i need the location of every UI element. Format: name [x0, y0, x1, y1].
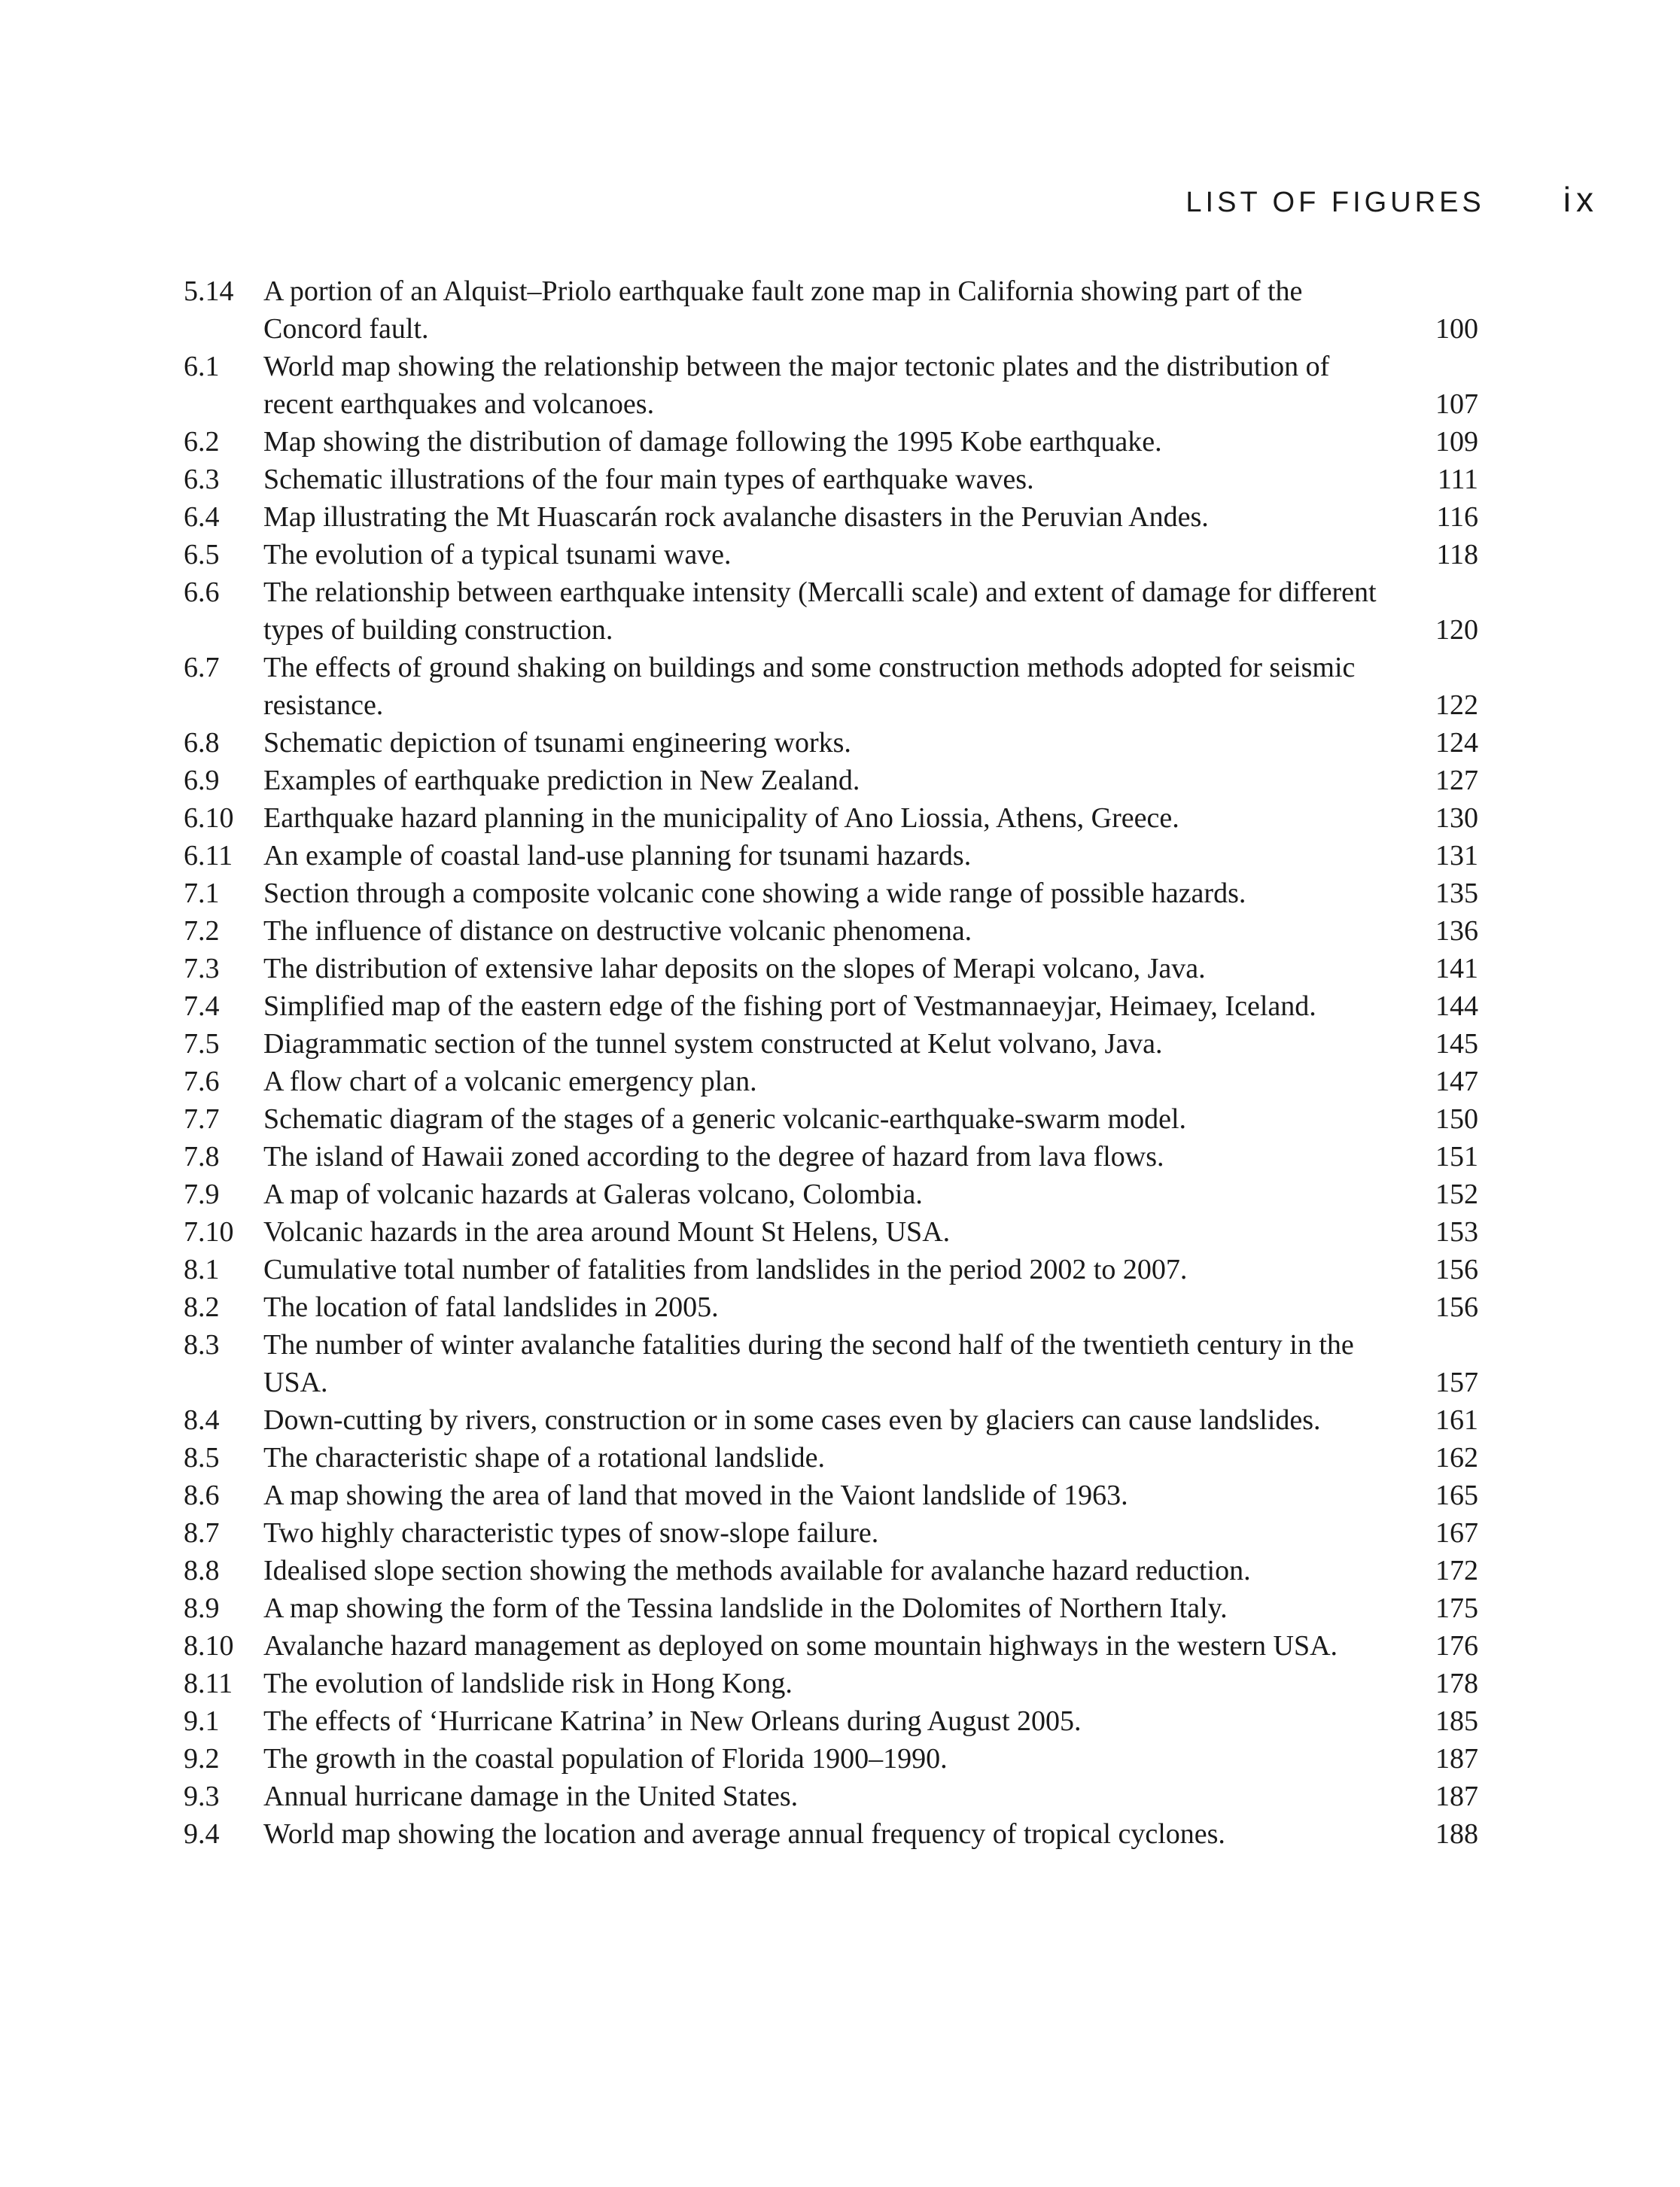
figure-number: 8.3: [184, 1329, 220, 1361]
figure-number: 7.8: [184, 1141, 220, 1173]
figure-number: 7.3: [184, 953, 220, 984]
figure-caption: A map showing the area of land that moved in the Vaiont landslide of 1963.: [263, 1480, 1128, 1511]
figure-entry: [184, 1665, 1478, 1702]
figure-caption: Examples of earthquake prediction in New Zealand.: [263, 765, 860, 796]
figure-caption: A flow chart of a volcanic emergency plan.: [263, 1066, 757, 1097]
figure-caption: World map showing the relationship between the major tectonic plates and the distribution of recent earthquakes and volcanoes.: [263, 351, 1330, 420]
figure-number: 6.7: [184, 652, 220, 683]
figure-number: 8.7: [184, 1517, 220, 1549]
figure-number: 6.2: [184, 426, 220, 458]
figure-entry: [184, 1251, 1478, 1288]
figure-entry: [184, 573, 1478, 649]
page-number: ix: [1563, 180, 1599, 219]
figure-number: 8.1: [184, 1254, 220, 1285]
figure-caption: The characteristic shape of a rotational landslide.: [263, 1442, 825, 1474]
figure-caption: Volcanic hazards in the area around Mount St Helens, USA.: [263, 1216, 951, 1248]
figure-caption: Schematic depiction of tsunami engineering works.: [263, 727, 851, 759]
figure-entry: [184, 874, 1478, 912]
figure-page: 141: [1435, 953, 1478, 984]
figure-page: 187: [1435, 1743, 1478, 1775]
figure-page: 178: [1435, 1668, 1478, 1699]
figure-number: 9.1: [184, 1705, 220, 1737]
figure-entry: [184, 1439, 1478, 1477]
figure-entry: [184, 1702, 1478, 1740]
figure-number: 6.5: [184, 539, 220, 570]
figure-number: 6.10: [184, 802, 234, 834]
figure-number: 6.3: [184, 464, 220, 495]
figure-entry: [184, 1176, 1478, 1213]
figure-caption: Avalanche hazard management as deployed on some mountain highways in the western USA.: [263, 1630, 1338, 1662]
figure-number: 8.6: [184, 1480, 220, 1511]
figure-number: 8.5: [184, 1442, 220, 1474]
figure-entry: [184, 1288, 1478, 1326]
figure-caption: Earthquake hazard planning in the municipality of Ano Liossia, Athens, Greece.: [263, 802, 1179, 834]
figure-entry: [184, 423, 1478, 461]
figure-entry: [184, 762, 1478, 799]
figure-caption: Idealised slope section showing the methods available for avalanche hazard reduction.: [263, 1555, 1251, 1586]
figure-page: 153: [1435, 1216, 1478, 1248]
figure-number: 6.8: [184, 727, 220, 759]
figure-number: 6.11: [184, 840, 233, 871]
figure-caption: Schematic illustrations of the four main types of earthquake waves.: [263, 464, 1034, 495]
figure-entry: [184, 1778, 1478, 1815]
figure-entry: [184, 1100, 1478, 1138]
figure-caption: The island of Hawaii zoned according to the degree of hazard from lava flows.: [263, 1141, 1164, 1173]
figure-caption: A portion of an Alquist–Priolo earthquake fault zone map in California showing part of the Concord fault.: [263, 275, 1303, 345]
figure-number: 7.1: [184, 878, 220, 909]
figure-caption: An example of coastal land-use planning for tsunami hazards.: [263, 840, 972, 871]
figure-number: 8.10: [184, 1630, 234, 1662]
figure-page: 107: [1435, 388, 1478, 420]
figure-caption: The location of fatal landslides in 2005.: [263, 1291, 719, 1323]
figure-caption: Annual hurricane damage in the United States.: [263, 1781, 799, 1812]
figure-caption: A map showing the form of the Tessina landslide in the Dolomites of Northern Italy.: [263, 1592, 1228, 1624]
figure-caption: Schematic diagram of the stages of a generic volcanic-earthquake-swarm model.: [263, 1103, 1187, 1135]
figure-caption: The evolution of landslide risk in Hong Kong.: [263, 1668, 793, 1699]
figure-page: 151: [1435, 1141, 1478, 1173]
figure-entry: [184, 348, 1478, 423]
figure-entry: [184, 987, 1478, 1025]
figure-entry: [184, 950, 1478, 987]
figure-number: 8.4: [184, 1404, 220, 1436]
figure-page: 157: [1435, 1367, 1478, 1398]
figure-number: 9.2: [184, 1743, 220, 1775]
figure-page: 176: [1435, 1630, 1478, 1662]
figure-entry: [184, 498, 1478, 536]
figure-page: 122: [1435, 689, 1478, 721]
figure-entry: [184, 272, 1478, 348]
figure-page: 131: [1435, 840, 1478, 871]
running-header-title: LIST OF FIGURES: [1185, 187, 1485, 218]
figure-entry: [184, 724, 1478, 762]
figure-page: 118: [1436, 539, 1478, 570]
figure-page: 161: [1435, 1404, 1478, 1436]
figure-number: 8.9: [184, 1592, 220, 1624]
figure-page: 109: [1435, 426, 1478, 458]
figure-page: 175: [1435, 1592, 1478, 1624]
running-header: [1185, 179, 1599, 220]
figure-number: 7.9: [184, 1179, 220, 1210]
figure-page: 188: [1435, 1818, 1478, 1850]
figure-page: 120: [1435, 614, 1478, 646]
figure-caption: A map of volcanic hazards at Galeras volcano, Colombia.: [263, 1179, 923, 1210]
figure-number: 8.11: [184, 1668, 233, 1699]
figure-number: 6.1: [184, 351, 220, 382]
figure-page: 136: [1435, 915, 1478, 947]
figure-entry: [184, 1589, 1478, 1627]
figure-entry: [184, 912, 1478, 950]
figure-caption: Map illustrating the Mt Huascarán rock avalanche disasters in the Peruvian Andes.: [263, 501, 1209, 533]
figure-entry: [184, 1627, 1478, 1665]
figure-number: 5.14: [184, 275, 234, 307]
figure-number: 9.3: [184, 1781, 220, 1812]
figure-caption: The distribution of extensive lahar deposits on the slopes of Merapi volcano, Java.: [263, 953, 1206, 984]
figure-entry: [184, 1401, 1478, 1439]
figure-page: 165: [1435, 1480, 1478, 1511]
figure-entry: [184, 799, 1478, 837]
figure-caption: Section through a composite volcanic cone showing a wide range of possible hazards.: [263, 878, 1246, 909]
figure-entry: [184, 1552, 1478, 1589]
figure-caption: The influence of distance on destructive volcanic phenomena.: [263, 915, 972, 947]
figure-caption: The number of winter avalanche fatalities during the second half of the twentieth century in the USA.: [263, 1329, 1354, 1398]
figure-page: 130: [1435, 802, 1478, 834]
figure-caption: Two highly characteristic types of snow-slope failure.: [263, 1517, 879, 1549]
figure-caption: The relationship between earthquake intensity (Mercalli scale) and extent of damage for different types of building construction.: [263, 576, 1377, 646]
figure-number: 7.10: [184, 1216, 234, 1248]
figure-page: 111: [1437, 464, 1478, 495]
figure-entry: [184, 1815, 1478, 1853]
figure-page: 147: [1435, 1066, 1478, 1097]
figure-caption: Diagrammatic section of the tunnel system constructed at Kelut volvano, Java.: [263, 1028, 1163, 1060]
figure-page: 152: [1435, 1179, 1478, 1210]
figure-caption: The evolution of a typical tsunami wave.: [263, 539, 732, 570]
figure-page: 124: [1435, 727, 1478, 759]
figure-entry: [184, 1063, 1478, 1100]
figure-page: 144: [1435, 990, 1478, 1022]
figure-number: 6.6: [184, 576, 220, 608]
figure-caption: The growth in the coastal population of Florida 1900–1990.: [263, 1743, 948, 1775]
figure-caption: World map showing the location and average annual frequency of tropical cyclones.: [263, 1818, 1225, 1850]
figure-page: 116: [1436, 501, 1478, 533]
figure-entry: [184, 1213, 1478, 1251]
figure-caption: Simplified map of the eastern edge of the fishing port of Vestmannaeyjar, Heimaey, Iceland.: [263, 990, 1316, 1022]
figure-page: 135: [1435, 878, 1478, 909]
figure-page: 187: [1435, 1781, 1478, 1812]
figure-entry: [184, 1025, 1478, 1063]
figure-caption: Down-cutting by rivers, construction or in some cases even by glaciers can cause landslides.: [263, 1404, 1321, 1436]
figure-page: 167: [1435, 1517, 1478, 1549]
figure-page: 156: [1435, 1291, 1478, 1323]
figure-caption: The effects of ground shaking on buildings and some construction methods adopted for seismic resistance.: [263, 652, 1356, 721]
figure-number: 8.8: [184, 1555, 220, 1586]
figure-page: 127: [1435, 765, 1478, 796]
figure-page: 185: [1435, 1705, 1478, 1737]
figure-entry: [184, 1326, 1478, 1401]
figure-number: 7.6: [184, 1066, 220, 1097]
figure-page: 145: [1435, 1028, 1478, 1060]
figure-number: 7.5: [184, 1028, 220, 1060]
figure-page: 150: [1435, 1103, 1478, 1135]
figure-number: 7.2: [184, 915, 220, 947]
figure-entry: [184, 1514, 1478, 1552]
figure-number: 9.4: [184, 1818, 220, 1850]
figure-entry: [184, 1138, 1478, 1176]
figure-number: 6.9: [184, 765, 220, 796]
figure-page: 100: [1435, 313, 1478, 345]
figure-page: 156: [1435, 1254, 1478, 1285]
figure-page: 172: [1435, 1555, 1478, 1586]
figure-number: 7.7: [184, 1103, 220, 1135]
figure-number: 8.2: [184, 1291, 220, 1323]
figure-entry: [184, 1477, 1478, 1514]
figure-page: 162: [1435, 1442, 1478, 1474]
figure-entry: [184, 1740, 1478, 1778]
figure-number: 6.4: [184, 501, 220, 533]
figure-entry: [184, 461, 1478, 498]
list-of-figures: [184, 272, 1478, 1853]
figure-caption: The effects of ‘Hurricane Katrina’ in New Orleans during August 2005.: [263, 1705, 1082, 1737]
figure-number: 7.4: [184, 990, 220, 1022]
figure-entry: [184, 649, 1478, 724]
figure-entry: [184, 837, 1478, 874]
figure-caption: Cumulative total number of fatalities from landslides in the period 2002 to 2007.: [263, 1254, 1188, 1285]
figure-caption: Map showing the distribution of damage following the 1995 Kobe earthquake.: [263, 426, 1162, 458]
figure-entry: [184, 536, 1478, 573]
